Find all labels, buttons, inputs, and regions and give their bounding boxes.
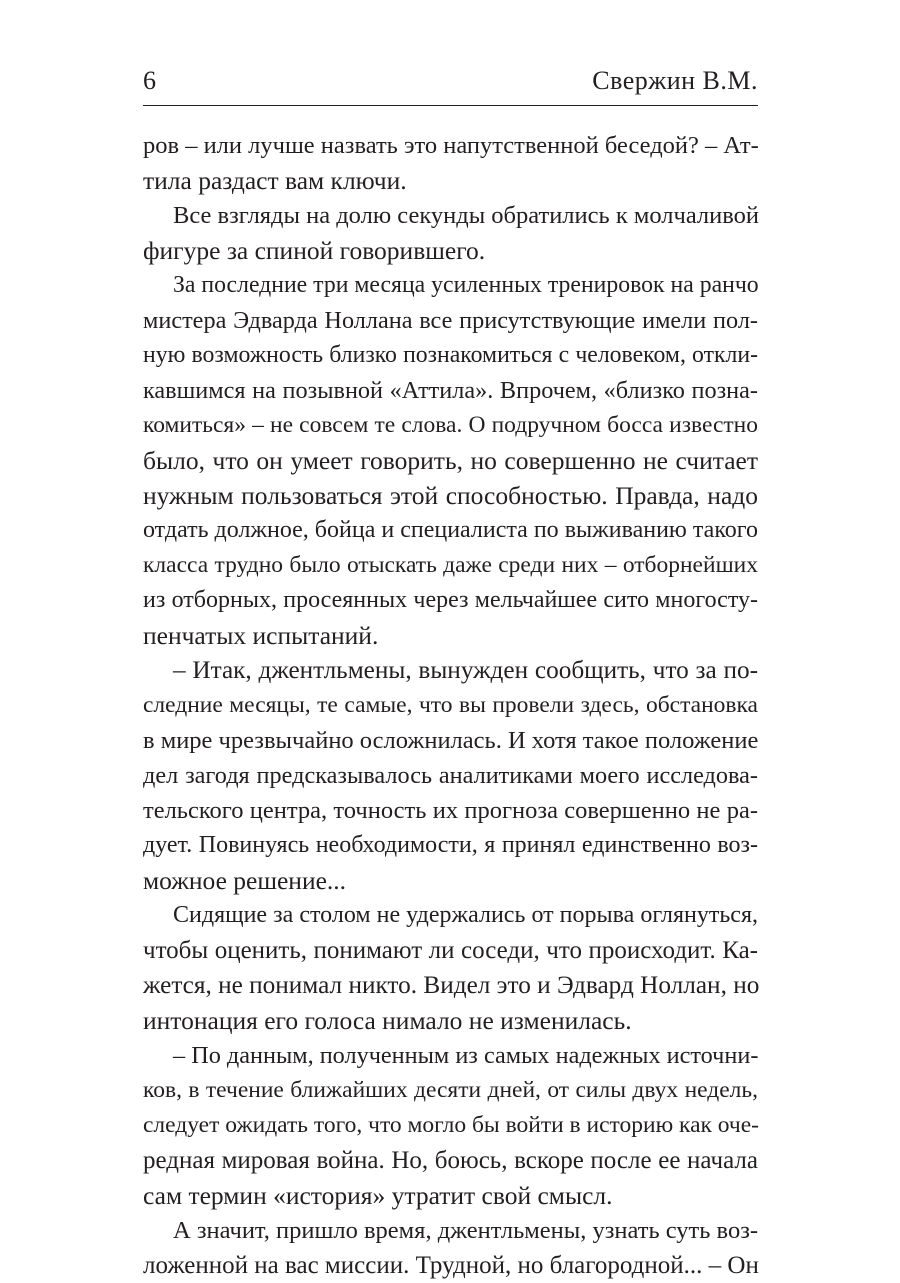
paragraph-start-line: За последние три месяца усиленных тренировок на ранчо	[173, 272, 759, 298]
text-line: тила раздаст вам ключи.	[143, 166, 407, 195]
text-line: пенчатых испытаний.	[143, 621, 379, 650]
text-line: отдать должное, бойца и специалиста по выживанию такого	[143, 517, 758, 543]
text-line: ложенной на вас миссии. Трудной, но благородной... – Он	[143, 1252, 759, 1279]
text-line: фигуре за спиной говорившего.	[143, 236, 486, 265]
text-line: нужным пользоваться этой способностью. Правда, надо	[143, 481, 758, 510]
text-line: ров – или лучше назвать это напутственной беседой? – Ат-	[143, 132, 759, 159]
text-line: было, что он умеет говорить, но совершенно не считает	[143, 446, 758, 475]
text-line: дел загодя предсказывалось аналитиками моего исследова-	[143, 762, 758, 789]
paragraph-start-line: – По данным, полученным из самых надежных источни-	[173, 1042, 759, 1069]
header-rule	[143, 105, 758, 106]
page-number: 6	[143, 66, 156, 95]
text-line: дует. Повинуясь необходимости, я принял единственно воз-	[143, 832, 758, 858]
paragraph-start-line: – Итак, джентльмены, вынужден сообщить, что за по-	[173, 656, 758, 684]
text-line: в мире чрезвычайно осложнилась. И хотя такое положение	[143, 727, 759, 754]
paragraph-start-line: А значит, пришло время, джентльмены, узнать суть воз-	[173, 1217, 759, 1244]
text-line: ную возможность близко познакомиться с человеком, откли-	[143, 342, 758, 368]
text-line: интонация его голоса нимало не изменилась.	[143, 1006, 632, 1035]
text-line: чтобы оценить, понимают ли соседи, что происходит. Ка-	[143, 937, 758, 964]
text-line: редная мировая война. Но, боюсь, вскоре после ее начала	[143, 1147, 758, 1174]
text-line: жется, не понимал никто. Видел это и Эдвард Ноллан, но	[143, 971, 760, 999]
running-head	[143, 64, 758, 98]
text-line: кавшимся на позывной «Аттила». Впрочем, «близко позна-	[143, 377, 758, 404]
text-line: можное решение...	[143, 866, 347, 895]
body-text	[143, 128, 758, 1283]
text-line: мистера Эдварда Ноллана все присутствующие имели пол-	[143, 307, 758, 334]
text-line: из отборных, просеянных через мельчайшее сито многосту-	[143, 587, 758, 613]
text-line: класса трудно было отыскать даже среди них – отборнейших	[143, 552, 758, 578]
text-line: тельского центра, точность их прогноза совершенно не ра-	[143, 797, 758, 824]
paragraph-start-line: Все взгляды на долю секунды обратились к молчаливой	[173, 202, 760, 229]
text-line: комиться» – не совсем те слова. О подручном босса известно	[143, 412, 758, 438]
text-line: сам термин «история» утратит свой смысл.	[143, 1181, 613, 1210]
text-line: ков, в течение ближайших десяти дней, от силы двух недель,	[143, 1077, 758, 1103]
paragraph-start-line: Сидящие за столом не удержались от порыва оглянуться,	[173, 902, 758, 928]
running-title-author: Свержин В.М.	[592, 66, 758, 95]
text-line: следние месяцы, те самые, что вы провели здесь, обстановка	[143, 692, 758, 718]
text-line: следует ожидать того, что могло бы войти в историю как оче-	[143, 1112, 760, 1138]
